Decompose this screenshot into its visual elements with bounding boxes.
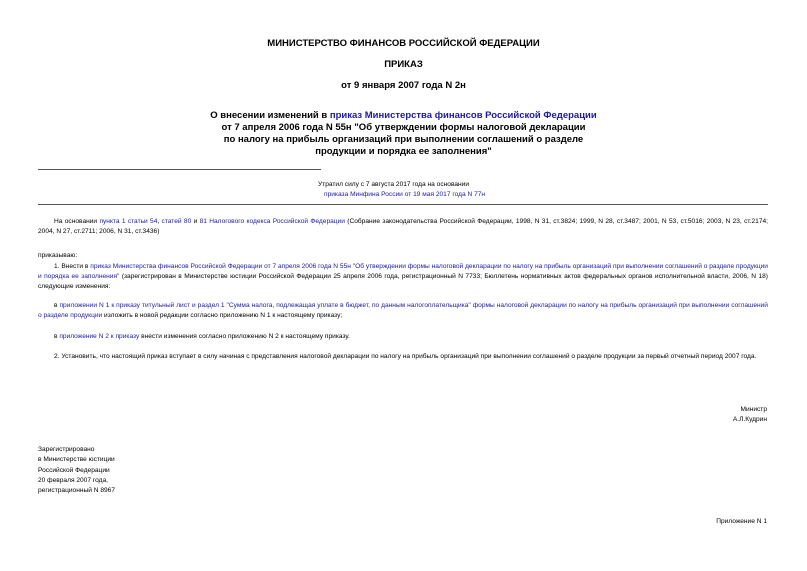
- lapse-note: [318, 180, 485, 200]
- appendix-2-text-1: в: [54, 333, 60, 340]
- lapse-note-link[interactable]: приказа Минфина России от 19 мая 2017 года N 77н: [324, 191, 486, 198]
- appendix-label: Приложение N 1: [716, 518, 767, 525]
- appendix-2-link[interactable]: приложение N 2 к приказу: [59, 333, 140, 340]
- signature-name: А.Л.Кудрин: [732, 416, 767, 423]
- item-1-text-2: (зарегистрирован в Министерстве юстиции Российской Федерации 25 апреля 2006 года, регистрационный N 7733; Бюллетень нормативных актов федеральных органов исполнительной власти, 2006, N 18) следующие изменения:: [38, 273, 768, 290]
- doc-type-heading: ПРИКАЗ: [384, 59, 423, 70]
- divider-long: [38, 204, 768, 205]
- order-title-line-4: продукции и порядка ее заполнения": [315, 146, 492, 157]
- lapse-note-text: Утратил силу с 7 августа 2017 года на основании: [318, 181, 470, 188]
- signature-position: Министр: [740, 406, 767, 413]
- item-1-paragraph: [38, 262, 768, 292]
- order-title-prefix: О внесении изменений в: [210, 110, 330, 121]
- basis-text-4: (Собрание законодательства Российской Федерации, 1998, N 31, ст.3824; 1999, N 28, ст.3487; 2001, N 53, ст.5016; 2003, N 23, ст.2174; 2004, N 27, ст.2711; 2006, N 31, ст.3436): [38, 218, 768, 235]
- appendix-1-paragraph: [38, 301, 768, 321]
- registration-block: [38, 445, 115, 496]
- registration-line-1: Зарегистрировано: [38, 446, 95, 453]
- registration-line-3: Российской Федерации: [38, 466, 110, 474]
- order-word: приказываю:: [38, 252, 78, 259]
- basis-text-3: и: [191, 218, 200, 225]
- registration-line-5: регистрационный N 8967: [38, 487, 116, 495]
- item-1-text-1: 1. Внести в: [54, 263, 91, 270]
- appendix-1-link[interactable]: приложении N 1 к приказу титульный лист и раздел 1 "Сумма налога, подлежащая уплате в бюджет, по данным налогоплательщика" формы налоговой декларации по налогу на прибыль организаций при выполнении соглашений о разделе продукции: [38, 302, 768, 319]
- effective-date-paragraph: 2. Установить, что настоящий приказ вступает в силу начиная с представления налоговой декларации по налогу на прибыль организаций при выполнении соглашений о разделе продукции за первый отчетный период 2007 года.: [54, 353, 757, 360]
- tax-code-article-54-link[interactable]: пункта 1 статьи 54: [99, 218, 158, 225]
- appendix-1-text-2: изложить в новой редакции согласно приложению N 1 к настоящему приказу;: [102, 312, 343, 319]
- order-55n-link[interactable]: приказ Министерства финансов Российской Федерации от 7 апреля 2006 года N 55н "Об утверждении формы налоговой декларации по налогу на прибыль организаций при выполнении соглашений о разделе продукции и порядка ее заполнения": [38, 263, 768, 280]
- amended-order-link[interactable]: приказ Министерства финансов Российской Федерации: [329, 110, 597, 121]
- divider-short: [38, 169, 321, 170]
- appendix-2-paragraph: [38, 332, 768, 342]
- date-number-heading: от 9 января 2007 года N 2н: [341, 80, 466, 91]
- basis-text-2: ,: [157, 218, 162, 225]
- order-title-line-2: от 7 апреля 2006 года N 55н "Об утверждении формы налоговой декларации: [221, 122, 586, 133]
- signature-block: [733, 405, 767, 425]
- tax-code-article-81-link[interactable]: 81 Налогового кодекса Российской Федерации: [199, 218, 345, 225]
- appendix-1-text-1: в: [54, 302, 60, 309]
- order-title-line-3: по налогу на прибыль организаций при выполнении соглашений о разделе: [223, 134, 584, 145]
- basis-text-1: На основании: [54, 218, 100, 225]
- ministry-heading: МИНИСТЕРСТВО ФИНАНСОВ РОССИЙСКОЙ ФЕДЕРАЦИИ: [267, 38, 540, 49]
- registration-line-4: 20 февраля 2007 года,: [38, 476, 108, 484]
- registration-line-2: в Министерстве юстиции: [38, 456, 115, 464]
- tax-code-article-80-link[interactable]: статей 80: [161, 218, 192, 225]
- basis-paragraph: [38, 217, 768, 237]
- order-title-line-1: [0, 110, 807, 122]
- appendix-2-text-2: внести изменения согласно приложению N 2 к настоящему приказу.: [139, 333, 350, 340]
- order-title: [0, 110, 807, 158]
